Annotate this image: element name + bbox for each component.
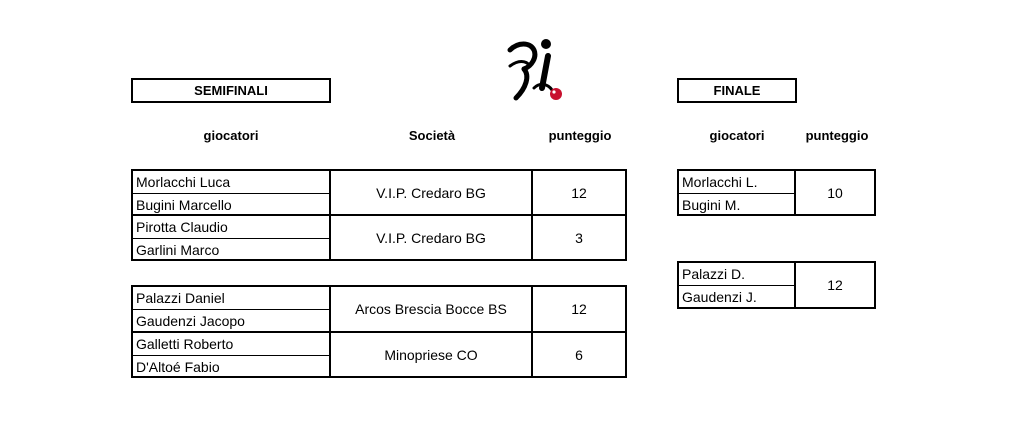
club-cell: Arcos Brescia Bocce BS bbox=[355, 301, 507, 317]
club-cell: V.I.P. Credaro BG bbox=[376, 229, 486, 246]
player-name: Gaudenzi Jacopo bbox=[136, 313, 245, 329]
player-name: Bugini M. bbox=[682, 197, 741, 213]
semi-header-score: punteggio bbox=[548, 128, 612, 143]
player-name: Galletti Roberto bbox=[133, 333, 329, 356]
player-name: Morlacchi L. bbox=[679, 171, 794, 194]
score-cell: 12 bbox=[571, 301, 587, 317]
final-team-row bbox=[679, 263, 794, 308]
score-cell: 6 bbox=[575, 346, 583, 363]
player-name: Palazzi Daniel bbox=[133, 287, 329, 310]
score-cell: 12 bbox=[571, 184, 587, 201]
player-name: Palazzi D. bbox=[679, 263, 794, 286]
final-header-score: punteggio bbox=[805, 128, 869, 143]
final-header-players: giocatori bbox=[709, 128, 765, 143]
bocce-player-logo bbox=[504, 36, 568, 104]
final-team-row bbox=[679, 171, 794, 216]
semi-header-players: giocatori bbox=[203, 128, 259, 143]
match-row bbox=[133, 171, 329, 216]
club-cell: Minopriese CO bbox=[384, 346, 478, 363]
score-cell: 12 bbox=[827, 277, 843, 293]
player-name: Bugini Marcello bbox=[136, 197, 232, 213]
match-row bbox=[133, 287, 329, 332]
match-row bbox=[133, 216, 329, 261]
club-cell: V.I.P. Credaro BG bbox=[376, 184, 486, 201]
score-cell: 10 bbox=[827, 184, 843, 201]
finale-title: FINALE bbox=[677, 78, 797, 103]
player-name: Morlacchi Luca bbox=[133, 171, 329, 194]
semifinali-title: SEMIFINALI bbox=[131, 78, 331, 103]
player-name: D'Altoé Fabio bbox=[136, 359, 220, 375]
player-name: Gaudenzi J. bbox=[682, 289, 757, 305]
semi-header-club: Società bbox=[408, 128, 456, 143]
player-name: Pirotta Claudio bbox=[133, 216, 329, 239]
match-row bbox=[133, 333, 329, 378]
score-cell: 3 bbox=[575, 229, 583, 246]
player-name: Garlini Marco bbox=[136, 242, 220, 258]
